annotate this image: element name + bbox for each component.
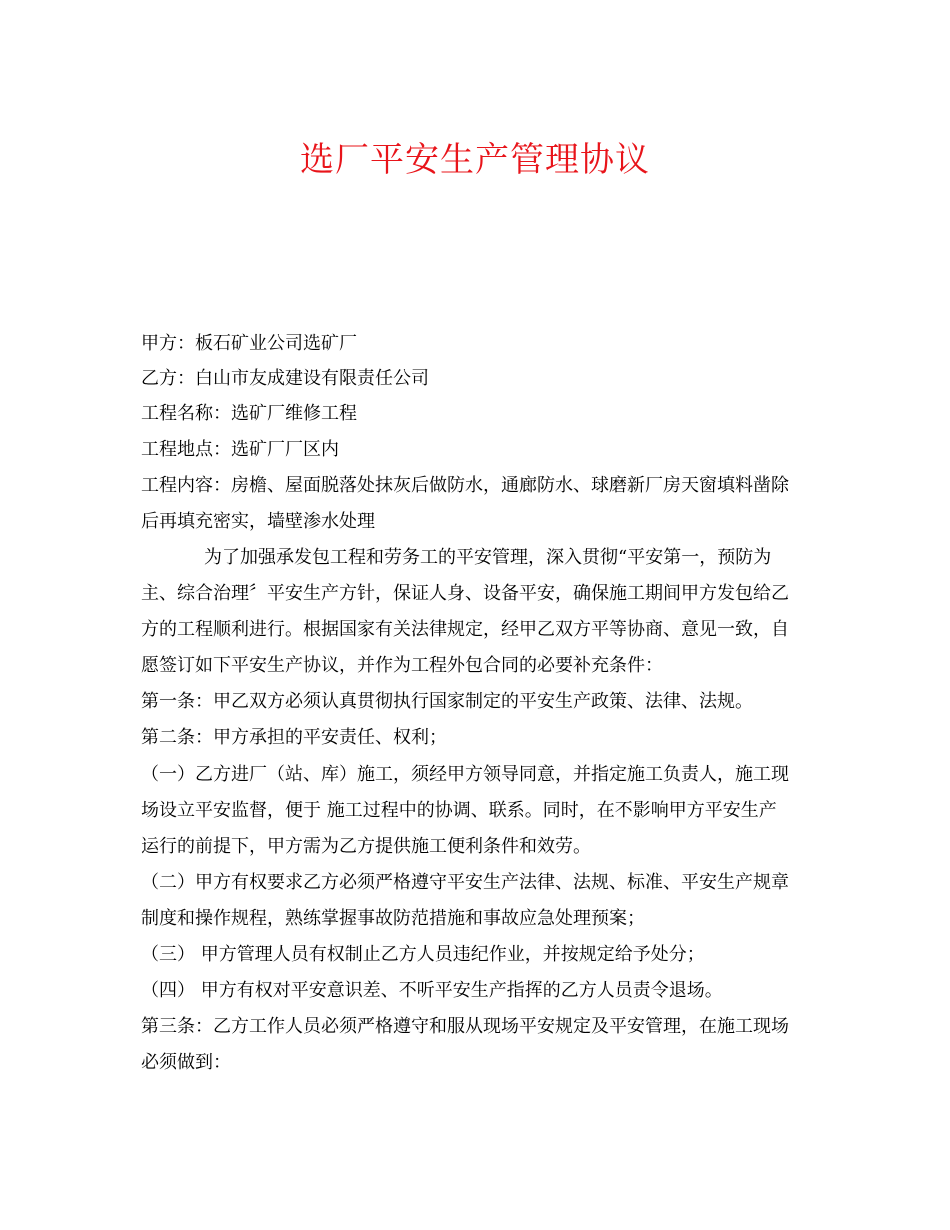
- clause-4-line: （四） 甲方有权对平安意识差、不听平安生产指挥的乙方人员责令退场。: [141, 980, 723, 1001]
- project-location-line: 工程地点：选矿厂厂区内: [141, 439, 339, 460]
- document-title: 选厂平安生产管理协议: [300, 140, 650, 180]
- clause-1-line: （一）乙方进厂（站、库）施工，须经甲方领导同意，并指定施工负责人，施工现: [141, 764, 789, 785]
- article-2-line: 第二条：甲方承担的平安责任、权利；: [141, 727, 447, 748]
- preamble-line: 愿签订如下平安生产协议，并作为工程外包合同的必要补充条件：: [141, 655, 663, 676]
- article-1-line: 第一条：甲乙双方必须认真贯彻执行国家制定的平安生产政策、法律、法规。: [141, 691, 753, 712]
- preamble-line: 为了加强承发包工程和劳务工的平安管理，深入贯彻“平安第一，预防为: [204, 547, 772, 568]
- project-content-line-2: 后再填充密实，墙壁渗水处理: [141, 511, 375, 532]
- party-a-line: 甲方：板石矿业公司选矿厂: [141, 333, 357, 354]
- project-name-line: 工程名称：选矿厂维修工程: [141, 403, 357, 424]
- preamble-line: 方的工程顺利进行。根据国家有关法律规定，经甲乙双方平等协商、意见一致，自: [141, 619, 789, 640]
- clause-1-line: 运行的前提下，甲方需为乙方提供施工便利条件和效劳。: [141, 836, 591, 857]
- clause-2-line: （二）甲方有权要求乙方必须严格遵守平安生产法律、法规、标准、平安生产规章: [141, 872, 789, 893]
- clause-3-line: （三） 甲方管理人员有权制止乙方人员违纪作业，并按规定给予处分；: [141, 944, 705, 965]
- article-3-line: 必须做到：: [141, 1052, 231, 1073]
- clause-2-line: 制度和操作规程，熟练掌握事故防范措施和事故应急处理预案；: [141, 908, 645, 929]
- party-b-line: 乙方：白山市友成建设有限责任公司: [141, 368, 429, 389]
- preamble-line: 主、综合治理〞平安生产方针，保证人身、设备平安，确保施工期间甲方发包给乙: [141, 583, 789, 604]
- clause-1-line: 场设立平安监督，便于 施工过程中的协调、联系。同时，在不影响甲方平安生产: [141, 800, 777, 821]
- article-3-line: 第三条：乙方工作人员必须严格遵守和服从现场平安规定及平安管理，在施工现场: [141, 1016, 789, 1037]
- project-content-line: 工程内容：房檐、屋面脱落处抹灰后做防水，通廊防水、球磨新厂房天窗填料凿除: [141, 475, 789, 496]
